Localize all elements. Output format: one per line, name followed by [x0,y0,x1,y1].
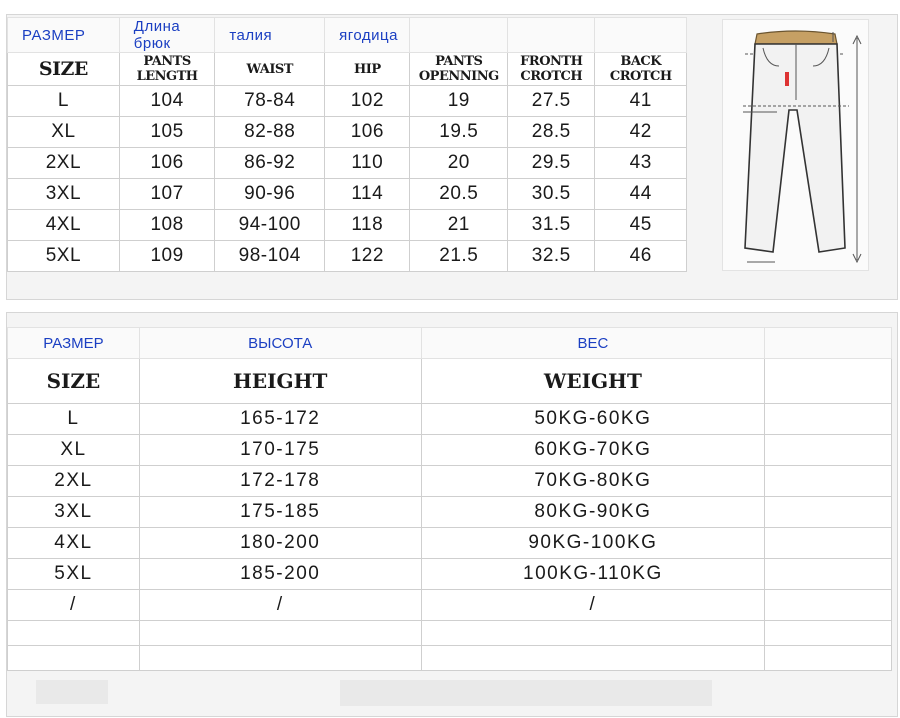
measurement-table [7,17,687,272]
table-cell: 106 [119,148,215,179]
table-row [8,497,892,528]
header-weight: WEIGHT [421,359,765,404]
header-row [8,53,687,86]
table-cell: 185-200 [139,559,421,590]
header-hip: HIP [325,53,410,86]
size-chart-panel [6,14,898,300]
header-size: SIZE [8,359,140,404]
table-cell: 43 [595,148,687,179]
table-cell: 19.5 [410,117,508,148]
table-cell: / [421,590,765,621]
table-row [8,559,892,590]
table-row [8,179,687,210]
ru-header-empty [595,18,687,53]
table-cell: 78-84 [215,86,325,117]
table-cell: 42 [595,117,687,148]
table-cell: 82-88 [215,117,325,148]
table-cell: 3XL [8,497,140,528]
table-row [8,435,892,466]
table-cell: XL [8,435,140,466]
blurred-block [340,680,712,706]
table-cell: 5XL [8,559,140,590]
empty-cell [765,646,892,671]
table-row [8,528,892,559]
table-cell: 118 [325,210,410,241]
table-row [8,590,892,621]
empty-cell [765,466,892,497]
table-cell: 19 [410,86,508,117]
table-row [8,148,687,179]
empty-cell [139,621,421,646]
table-cell: 20.5 [410,179,508,210]
table-cell: 90KG-100KG [421,528,765,559]
empty-cell [765,404,892,435]
height-weight-table [7,327,892,671]
table-cell: 2XL [8,148,120,179]
ru-header-empty [508,18,595,53]
table-cell: / [8,590,140,621]
ru-header-hip: ягодица [325,18,410,53]
table-cell: 2XL [8,466,140,497]
table-cell: 98-104 [215,241,325,272]
table-cell: 46 [595,241,687,272]
table-cell: 30.5 [508,179,595,210]
table-cell: 109 [119,241,215,272]
table-cell: 106 [325,117,410,148]
header-front-crotch: FRONTH CROTCH [508,53,595,86]
table-cell: / [139,590,421,621]
russian-header-row [8,18,687,53]
ru-header-empty [410,18,508,53]
table-cell: 60KG-70KG [421,435,765,466]
table-row [8,404,892,435]
header-pants-opening: PANTS OPENNING [410,53,508,86]
table-cell: 104 [119,86,215,117]
table-cell: 114 [325,179,410,210]
table-cell: 32.5 [508,241,595,272]
table-cell: 44 [595,179,687,210]
table-cell: 28.5 [508,117,595,148]
table-cell: 108 [119,210,215,241]
table-row [8,117,687,148]
empty-cell [8,646,140,671]
ru-header-size: РАЗМЕР [8,328,140,359]
ru-header-height: ВЫСОТА [139,328,421,359]
table-cell: 5XL [8,241,120,272]
empty-cell [765,559,892,590]
empty-row [8,621,892,646]
table-cell: 4XL [8,210,120,241]
table-cell: 175-185 [139,497,421,528]
empty-cell [765,435,892,466]
table-cell: 21 [410,210,508,241]
empty-cell [765,359,892,404]
table-row [8,241,687,272]
table-cell: 27.5 [508,86,595,117]
table-cell: 4XL [8,528,140,559]
empty-row [8,646,892,671]
table-cell: 20 [410,148,508,179]
header-row [8,359,892,404]
table-row [8,86,687,117]
table-cell: 29.5 [508,148,595,179]
blurred-block [36,680,108,704]
pants-diagram [722,19,869,271]
empty-cell [139,646,421,671]
table-cell: L [8,404,140,435]
table-cell: 172-178 [139,466,421,497]
header-waist: WAIST [215,53,325,86]
pants-measurement-icon [723,20,868,270]
ru-header-length: Длина брюк [119,18,215,53]
table-cell: 165-172 [139,404,421,435]
table-cell: 21.5 [410,241,508,272]
russian-header-row [8,328,892,359]
table-cell: 86-92 [215,148,325,179]
table-cell: 90-96 [215,179,325,210]
empty-cell [421,646,765,671]
table-cell: 3XL [8,179,120,210]
header-back-crotch: BACK CROTCH [595,53,687,86]
ru-header-weight: ВЕС [421,328,765,359]
ru-header-waist: талия [215,18,325,53]
table-cell: 70KG-80KG [421,466,765,497]
table-cell: 41 [595,86,687,117]
table-cell: 100KG-110KG [421,559,765,590]
empty-cell [8,621,140,646]
table-cell: 105 [119,117,215,148]
empty-cell [765,621,892,646]
table-row [8,210,687,241]
header-pants-length: PANTS LENGTH [119,53,215,86]
table-cell: XL [8,117,120,148]
header-height: HEIGHT [139,359,421,404]
table-cell: 80KG-90KG [421,497,765,528]
empty-cell [765,590,892,621]
table-cell: 110 [325,148,410,179]
table-cell: 94-100 [215,210,325,241]
table-cell: 122 [325,241,410,272]
table-cell: 107 [119,179,215,210]
fit-chart-panel [6,312,898,717]
table-cell: 50KG-60KG [421,404,765,435]
table-cell: 45 [595,210,687,241]
table-cell: 170-175 [139,435,421,466]
empty-cell [765,497,892,528]
table-row [8,466,892,497]
empty-cell [421,621,765,646]
table-cell: 102 [325,86,410,117]
empty-cell [765,528,892,559]
ru-header-size: РАЗМЕР [8,18,120,53]
table-cell: 180-200 [139,528,421,559]
empty-cell [765,328,892,359]
table-cell: L [8,86,120,117]
header-size: SIZE [8,53,120,86]
table-cell: 31.5 [508,210,595,241]
